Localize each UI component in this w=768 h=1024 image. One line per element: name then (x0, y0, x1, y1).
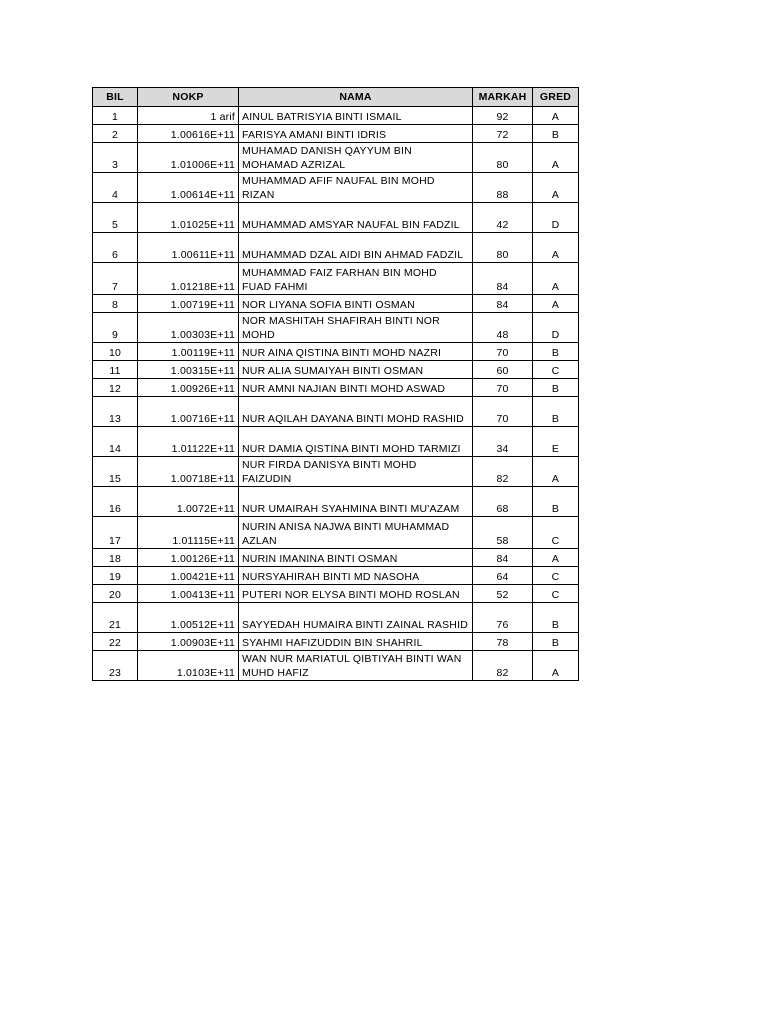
table-row (93, 549, 579, 567)
cell-bil: 7 (93, 263, 138, 295)
cell-gred: A (533, 549, 579, 567)
cell-nama: NUR FIRDA DANISYA BINTI MOHD FAIZUDIN (239, 457, 473, 487)
cell-bil: 23 (93, 651, 138, 681)
cell-nokp: 1.00421E+11 (138, 567, 239, 585)
cell-markah: 48 (473, 313, 533, 343)
cell-gred: B (533, 379, 579, 397)
student-marks-table (92, 87, 579, 681)
cell-gred: A (533, 457, 579, 487)
cell-markah: 84 (473, 549, 533, 567)
table-row (93, 233, 579, 263)
cell-gred: E (533, 427, 579, 457)
cell-nokp: 1.01006E+11 (138, 143, 239, 173)
cell-bil: 3 (93, 143, 138, 173)
cell-bil: 4 (93, 173, 138, 203)
cell-nokp: 1.00303E+11 (138, 313, 239, 343)
cell-markah: 64 (473, 567, 533, 585)
table-row (93, 313, 579, 343)
header-nama: NAMA (239, 88, 473, 107)
cell-markah: 42 (473, 203, 533, 233)
cell-nama: MUHAMMAD AFIF NAUFAL BIN MOHD RIZAN (239, 173, 473, 203)
cell-nama: PUTERI NOR ELYSA BINTI MOHD ROSLAN (239, 585, 473, 603)
cell-nama: NUR AQILAH DAYANA BINTI MOHD RASHID (239, 397, 473, 427)
cell-nokp: 1.00512E+11 (138, 603, 239, 633)
cell-nokp: 1.01025E+11 (138, 203, 239, 233)
cell-gred: A (533, 173, 579, 203)
cell-markah: 88 (473, 173, 533, 203)
cell-bil: 16 (93, 487, 138, 517)
cell-gred: C (533, 567, 579, 585)
cell-markah: 80 (473, 143, 533, 173)
cell-nama: WAN NUR MARIATUL QIBTIYAH BINTI WAN MUHD HAFIZ (239, 651, 473, 681)
table-row (93, 633, 579, 651)
cell-gred: A (533, 107, 579, 125)
table-row (93, 457, 579, 487)
table-row (93, 379, 579, 397)
table-row (93, 263, 579, 295)
cell-bil: 6 (93, 233, 138, 263)
table-row (93, 427, 579, 457)
cell-nama: MUHAMMAD FAIZ FARHAN BIN MOHD FUAD FAHMI (239, 263, 473, 295)
cell-bil: 14 (93, 427, 138, 457)
cell-nokp: 1.01115E+11 (138, 517, 239, 549)
cell-nama: NUR AINA QISTINA BINTI MOHD NAZRI (239, 343, 473, 361)
cell-nokp: 1.00616E+11 (138, 125, 239, 143)
cell-markah: 34 (473, 427, 533, 457)
cell-gred: D (533, 313, 579, 343)
cell-markah: 80 (473, 233, 533, 263)
cell-nama: MUHAMAD DANISH QAYYUM BIN MOHAMAD AZRIZAL (239, 143, 473, 173)
cell-nama: MUHAMMAD AMSYAR NAUFAL BIN FADZIL (239, 203, 473, 233)
cell-bil: 19 (93, 567, 138, 585)
cell-gred: B (533, 487, 579, 517)
cell-bil: 15 (93, 457, 138, 487)
table-row (93, 397, 579, 427)
cell-nama: MUHAMMAD DZAL AIDI BIN AHMAD FADZIL (239, 233, 473, 263)
cell-markah: 78 (473, 633, 533, 651)
cell-nama: NUR ALIA SUMAIYAH BINTI OSMAN (239, 361, 473, 379)
cell-nama: NURSYAHIRAH BINTI MD NASOHA (239, 567, 473, 585)
cell-gred: A (533, 143, 579, 173)
cell-bil: 1 (93, 107, 138, 125)
cell-nokp: 1.00718E+11 (138, 457, 239, 487)
cell-nokp: 1.00611E+11 (138, 233, 239, 263)
cell-bil: 2 (93, 125, 138, 143)
cell-nokp: 1.00716E+11 (138, 397, 239, 427)
cell-nokp: 1.0103E+11 (138, 651, 239, 681)
table-row (93, 517, 579, 549)
cell-nokp: 1.00719E+11 (138, 295, 239, 313)
cell-nama: NOR LIYANA SOFIA BINTI OSMAN (239, 295, 473, 313)
cell-bil: 20 (93, 585, 138, 603)
cell-markah: 76 (473, 603, 533, 633)
cell-gred: A (533, 295, 579, 313)
cell-bil: 18 (93, 549, 138, 567)
cell-gred: C (533, 517, 579, 549)
cell-gred: B (533, 633, 579, 651)
cell-nokp: 1.00126E+11 (138, 549, 239, 567)
cell-markah: 58 (473, 517, 533, 549)
cell-markah: 70 (473, 397, 533, 427)
cell-markah: 52 (473, 585, 533, 603)
cell-markah: 68 (473, 487, 533, 517)
cell-nama: NOR MASHITAH SHAFIRAH BINTI NOR MOHD (239, 313, 473, 343)
cell-gred: B (533, 397, 579, 427)
table-row (93, 343, 579, 361)
header-bil: BIL (93, 88, 138, 107)
cell-markah: 82 (473, 651, 533, 681)
table-row (93, 107, 579, 125)
cell-gred: D (533, 203, 579, 233)
cell-nama: NURIN IMANINA BINTI OSMAN (239, 549, 473, 567)
table-row (93, 361, 579, 379)
cell-bil: 21 (93, 603, 138, 633)
cell-gred: B (533, 343, 579, 361)
header-markah: MARKAH (473, 88, 533, 107)
cell-gred: A (533, 263, 579, 295)
cell-nama: AINUL BATRISYIA BINTI ISMAIL (239, 107, 473, 125)
table-row (93, 125, 579, 143)
cell-nokp: 1.01218E+11 (138, 263, 239, 295)
cell-nokp: 1.00614E+11 (138, 173, 239, 203)
cell-nama: NUR DAMIA QISTINA BINTI MOHD TARMIZI (239, 427, 473, 457)
cell-bil: 5 (93, 203, 138, 233)
cell-nama: FARISYA AMANI BINTI IDRIS (239, 125, 473, 143)
cell-nama: SYAHMI HAFIZUDDIN BIN SHAHRIL (239, 633, 473, 651)
cell-nama: NURIN ANISA NAJWA BINTI MUHAMMAD AZLAN (239, 517, 473, 549)
header-row (93, 88, 579, 107)
cell-bil: 22 (93, 633, 138, 651)
table-row (93, 567, 579, 585)
cell-markah: 84 (473, 295, 533, 313)
cell-gred: B (533, 603, 579, 633)
cell-bil: 11 (93, 361, 138, 379)
cell-bil: 13 (93, 397, 138, 427)
table-row (93, 173, 579, 203)
cell-nokp: 1.00413E+11 (138, 585, 239, 603)
table-row (93, 143, 579, 173)
table-row (93, 295, 579, 313)
table-row (93, 203, 579, 233)
cell-markah: 84 (473, 263, 533, 295)
cell-nokp: 1.00315E+11 (138, 361, 239, 379)
cell-nokp: 1.0072E+11 (138, 487, 239, 517)
cell-nokp: 1 arif (138, 107, 239, 125)
cell-gred: B (533, 125, 579, 143)
cell-gred: C (533, 585, 579, 603)
cell-markah: 70 (473, 379, 533, 397)
header-gred: GRED (533, 88, 579, 107)
cell-gred: A (533, 651, 579, 681)
cell-bil: 12 (93, 379, 138, 397)
cell-nokp: 1.00903E+11 (138, 633, 239, 651)
cell-gred: C (533, 361, 579, 379)
cell-markah: 72 (473, 125, 533, 143)
table-row (93, 487, 579, 517)
cell-bil: 9 (93, 313, 138, 343)
cell-nokp: 1.00926E+11 (138, 379, 239, 397)
cell-bil: 17 (93, 517, 138, 549)
table-row (93, 585, 579, 603)
cell-bil: 8 (93, 295, 138, 313)
cell-markah: 60 (473, 361, 533, 379)
cell-markah: 70 (473, 343, 533, 361)
cell-nama: NUR UMAIRAH SYAHMINA BINTI MU'AZAM (239, 487, 473, 517)
cell-bil: 10 (93, 343, 138, 361)
cell-gred: A (533, 233, 579, 263)
cell-nokp: 1.00119E+11 (138, 343, 239, 361)
cell-nama: NUR AMNI NAJIAN BINTI MOHD ASWAD (239, 379, 473, 397)
cell-markah: 82 (473, 457, 533, 487)
table-row (93, 603, 579, 633)
cell-nama: SAYYEDAH HUMAIRA BINTI ZAINAL RASHID (239, 603, 473, 633)
cell-markah: 92 (473, 107, 533, 125)
header-nokp: NOKP (138, 88, 239, 107)
cell-nokp: 1.01122E+11 (138, 427, 239, 457)
table-row (93, 651, 579, 681)
